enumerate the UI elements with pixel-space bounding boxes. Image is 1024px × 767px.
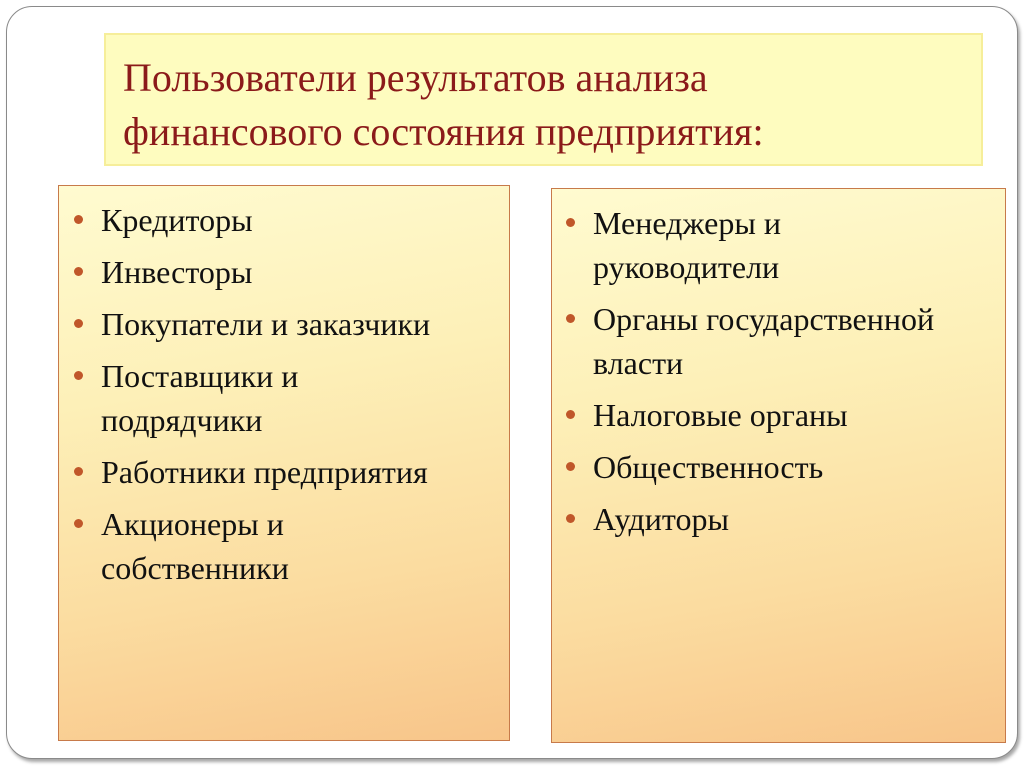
list-item-text: Налоговые органы [593,397,848,433]
list-item [564,297,1005,385]
list-item-text-cont: руководители [593,249,780,285]
title-line-1: Пользователи результатов анализа [123,55,708,100]
list-item-text: Акционеры и [101,506,284,542]
list-item [72,450,509,494]
right-user-list [564,201,1005,541]
list-item-text-cont: подрядчики [101,402,263,438]
list-item-text: Работники предприятия [101,454,428,490]
list-item [564,393,1005,437]
list-item [72,302,509,346]
list-item-text: Общественность [593,449,824,485]
bullet-icon [74,467,83,476]
list-item-text: Органы государственной [593,301,935,337]
bullet-icon [74,319,83,328]
list-item [72,250,509,294]
list-item [564,445,1005,489]
left-column-box [58,185,510,741]
bullet-icon [566,410,575,419]
bullet-icon [74,267,83,276]
title-box [104,33,983,166]
list-item-text: Менеджеры и [593,205,781,241]
list-item-text-cont: собственники [101,550,289,586]
right-column-box [551,188,1006,743]
bullet-icon [566,314,575,323]
bullet-icon [74,371,83,380]
bullet-icon [566,462,575,471]
list-item-text: Кредиторы [101,202,253,238]
bullet-icon [74,215,83,224]
list-item-text: Покупатели и заказчики [101,306,431,342]
list-item-text: Аудиторы [593,501,729,537]
list-item-text-cont: власти [593,345,684,381]
list-item [72,354,509,442]
list-item-text: Инвесторы [101,254,253,290]
left-user-list [72,198,509,590]
slide-title [123,51,981,159]
slide-frame [6,6,1018,759]
list-item [564,497,1005,541]
bullet-icon [566,514,575,523]
list-item [72,198,509,242]
list-item [564,201,1005,289]
bullet-icon [74,519,83,528]
title-line-2: финансового состояния предприятия: [123,109,764,154]
bullet-icon [566,218,575,227]
list-item [72,502,509,590]
list-item-text: Поставщики и [101,358,299,394]
